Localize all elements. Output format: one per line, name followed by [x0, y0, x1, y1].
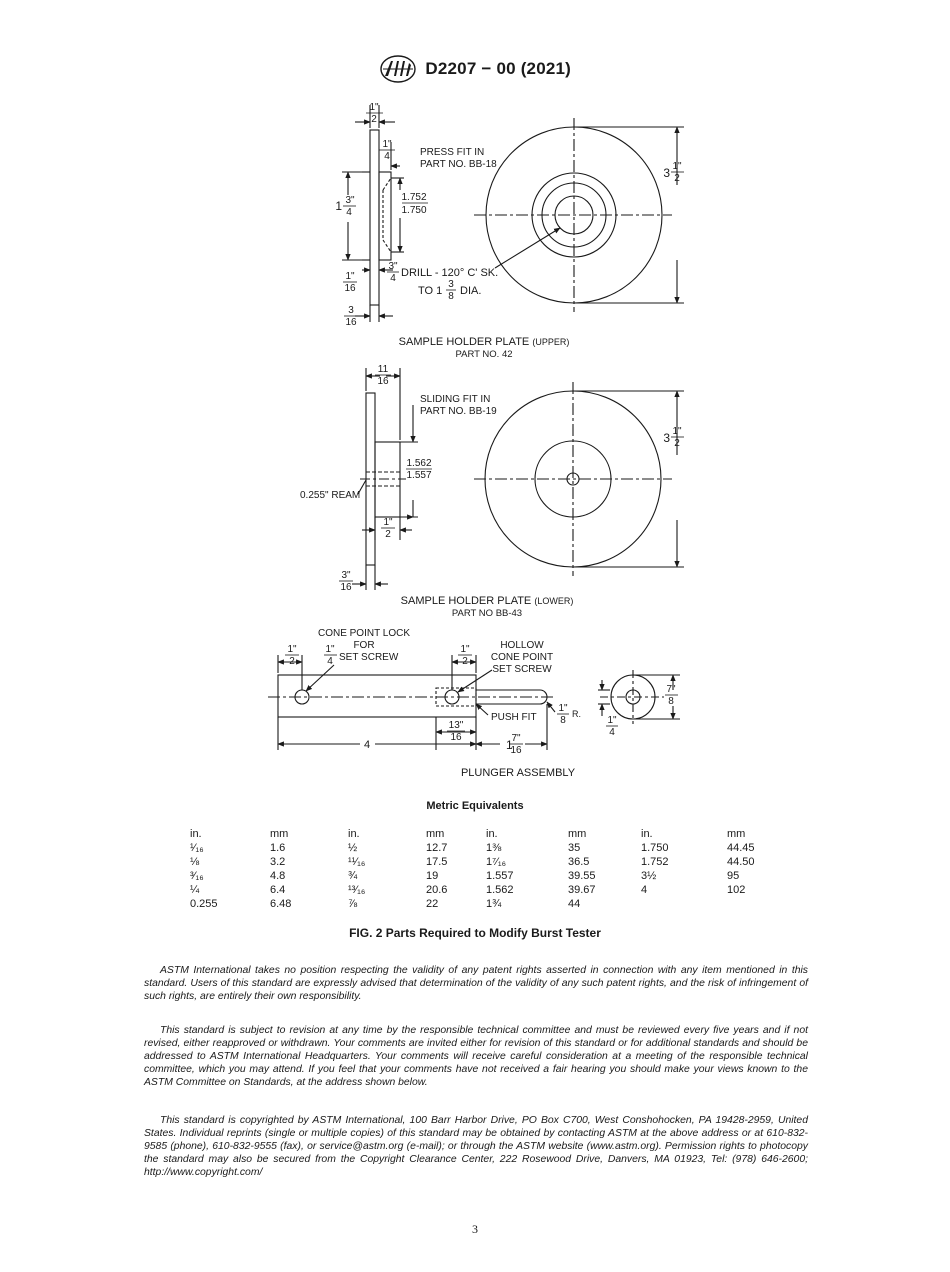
plunger-tip-num: 7"	[511, 733, 521, 744]
metric-header: in.	[190, 828, 202, 840]
lower-note-line1: SLIDING FIT IN	[420, 394, 491, 405]
metric-header: mm	[727, 828, 746, 840]
metric-header: mm	[426, 828, 445, 840]
plunger-hollow-line1: HOLLOW	[500, 640, 544, 651]
designation-title: D2207 − 00 (2021)	[425, 59, 572, 78]
plunger-end-hole-den: 4	[609, 727, 615, 738]
table-row	[190, 856, 767, 870]
upper-dia-den: 2	[674, 173, 680, 184]
lower-base-num: 3"	[341, 570, 351, 581]
table-cell: 44.50	[727, 856, 755, 868]
table-cell: 17.5	[426, 856, 448, 868]
metric-header: in.	[486, 828, 498, 840]
table-cell: 6.48	[270, 898, 292, 910]
upper-drill-line2-post: DIA.	[460, 285, 482, 297]
lower-half-den: 2	[385, 529, 391, 540]
table-cell: 44	[568, 898, 581, 910]
lower-plate-front-view	[474, 382, 684, 576]
upper-drill-line2-num: 3	[448, 279, 454, 290]
plunger-length: 4	[363, 739, 371, 751]
copyright-notice: This standard is copyrighted by ASTM International, 100 Barr Harbor Drive, PO Box C700, West Conshohocken, PA 19428-2959, United States. Individual reprints (single or multiple copies) of this standard may be obtained by contacting ASTM at the above address or at 610-832-9585 (phone), 610-832-9555 (fax), or service@astm.org (e-mail); or through the ASTM website (www.astm.org). Permission rights to photocopy the standard may also be secured from the Copyright Clearance Center, 222 Rosewood Drive, Danvers, MA 01923, Tel: (978) 646-2600; http://www.copyright.com/	[144, 1115, 808, 1178]
lower-top-den: 16	[377, 376, 389, 387]
table-row	[190, 898, 767, 912]
plunger-hollow-line3: SET SCREW	[492, 664, 552, 675]
table-cell: 4.8	[270, 870, 286, 882]
table-cell: 44.45	[727, 842, 755, 854]
plunger-radius-suffix: R.	[572, 709, 581, 719]
upper-small-num: 1"	[345, 271, 355, 282]
table-cell: 102	[727, 884, 746, 896]
plunger-left-num: 1"	[287, 644, 297, 655]
upper-height-num: 3"	[345, 195, 355, 206]
metric-table	[190, 828, 767, 912]
table-cell: 19	[426, 870, 439, 882]
upper-base-den: 16	[345, 317, 357, 328]
upper-small-den: 16	[344, 283, 356, 294]
upper-dim-top-den: 2	[371, 114, 377, 125]
plunger-mid-num: 1"	[460, 644, 470, 655]
plunger-13-num: 13"	[448, 720, 464, 731]
upper-plate-front-view	[474, 118, 684, 312]
plunger-lock-line1: CONE POINT LOCK	[317, 628, 411, 639]
lower-dia-den: 2	[674, 438, 680, 449]
table-row	[190, 870, 767, 884]
table-cell: ⅛	[190, 856, 200, 868]
plunger-push-fit: PUSH FIT	[491, 712, 537, 723]
table-cell: 12.7	[426, 842, 448, 854]
upper-dim-top: 1"	[369, 102, 379, 113]
upper-note-line1: PRESS FIT IN	[420, 147, 485, 158]
plunger-end-hole-num: 1"	[607, 715, 617, 726]
table-cell	[727, 898, 767, 912]
table-cell: 4	[641, 884, 648, 896]
upper-dia-num: 1"	[672, 161, 682, 172]
upper-dim-quarter-den: 4	[384, 151, 390, 162]
upper-dim-quarter: 1"	[382, 139, 392, 150]
upper-fit-bottom: 1.750	[401, 205, 427, 216]
upper-drill-num: 3"	[388, 261, 398, 272]
table-cell: 1¾	[486, 898, 502, 910]
table-cell: 20.6	[426, 884, 448, 896]
upper-dia-whole: 3	[663, 166, 670, 180]
table-cell: 0.255	[190, 898, 218, 910]
upper-part: PART NO. 42	[455, 349, 513, 360]
table-cell: ½	[348, 842, 358, 854]
table-cell: 36.5	[568, 856, 590, 868]
upper-base-num: 3	[348, 305, 354, 316]
revision-notice: This standard is subject to revision at any time by the responsible technical committee and must be reviewed every five years and if not revised, either reapproved or withdrawn. Your comments are invited either for revision of this standard or for additional standards and should be addressed to ASTM International Headquarters. Your comments will receive careful consideration at a meeting of the responsible technical committee, which you may attend. If you feel that your comments have not received a fair hearing you should make your views known to the ASTM Committee on Standards, at the address shown below.	[144, 1025, 808, 1088]
table-cell: 1.752	[641, 856, 669, 868]
lower-title: SAMPLE HOLDER PLATE (LOWER)	[400, 595, 574, 607]
table-cell: 1⅜	[486, 842, 502, 854]
lower-half-num: 1"	[383, 517, 393, 528]
table-cell: 35	[568, 842, 581, 854]
metric-header: mm	[270, 828, 289, 840]
table-cell: 39.67	[568, 884, 596, 896]
plunger-left-den: 2	[289, 656, 295, 667]
plunger-lock-den: 4	[327, 656, 333, 667]
table-cell: ¾	[348, 870, 358, 882]
table-row	[190, 884, 767, 898]
upper-height-den: 4	[346, 207, 352, 218]
table-cell: ¹³⁄₁₆	[348, 884, 366, 896]
metric-title: Metric Equivalents	[426, 800, 524, 812]
page-number: 3	[472, 1222, 478, 1236]
table-cell: ¹⁄₁₆	[190, 842, 204, 854]
table-cell: 39.55	[568, 870, 596, 882]
plunger-radius-den: 8	[560, 715, 566, 726]
table-cell: ¹¹⁄₁₆	[348, 856, 366, 868]
table-cell: ⅞	[348, 898, 358, 910]
plunger-lock-line2: FOR	[353, 640, 375, 651]
plunger-radius-num: 1"	[558, 703, 568, 714]
table-cell: ³⁄₁₆	[190, 870, 204, 882]
table-cell: 6.4	[270, 884, 286, 896]
table-cell: 1.562	[486, 884, 514, 896]
upper-drill-den: 4	[390, 273, 396, 284]
table-cell: 1.557	[486, 870, 514, 882]
upper-note-line2: PART NO. BB-18	[420, 159, 497, 170]
metric-header: mm	[568, 828, 587, 840]
lower-fit-top: 1.562	[406, 458, 432, 469]
table-cell: 3.2	[270, 856, 286, 868]
upper-drill-line2-den: 8	[448, 291, 454, 302]
lower-fit-bottom: 1.557	[406, 470, 432, 481]
patent-notice: ASTM International takes no position respecting the validity of any patent rights asserted in connection with any item mentioned in this standard. Users of this standard are expressly advised that determination of the validity of any such patent rights, and the risk of infringement of such rights, are entirely their own responsibility.	[144, 965, 808, 1002]
lower-note-line2: PART NO. BB-19	[420, 406, 497, 417]
metric-header-row	[190, 828, 767, 842]
metric-header: in.	[348, 828, 360, 840]
table-cell: 1⁷⁄₁₆	[486, 856, 507, 868]
table-cell	[641, 898, 727, 912]
lower-dia-whole: 3	[663, 431, 670, 445]
table-cell: 3½	[641, 870, 657, 882]
table-row	[190, 842, 767, 856]
table-cell: 22	[426, 898, 439, 910]
plunger-title: PLUNGER ASSEMBLY	[460, 767, 576, 779]
upper-title: SAMPLE HOLDER PLATE (UPPER)	[398, 336, 570, 348]
plunger-lock-num: 1"	[325, 644, 335, 655]
metric-header: in.	[641, 828, 653, 840]
plunger-lock-line3: SET SCREW	[339, 652, 399, 663]
plunger-end-dia-den: 8	[668, 696, 674, 707]
plunger-hollow-line2: CONE POINT	[490, 652, 554, 663]
plunger-mid-den: 2	[462, 656, 468, 667]
table-cell: ¼	[190, 884, 200, 896]
plunger-tip-whole: 1	[506, 738, 513, 752]
lower-top-num: 11	[377, 364, 389, 375]
plunger-end-dia-num: 7"	[666, 684, 676, 695]
table-cell: 1.6	[270, 842, 286, 854]
upper-height-whole: 1	[335, 199, 342, 213]
lower-base-den: 16	[340, 582, 352, 593]
plunger-13-den: 16	[450, 732, 462, 743]
upper-drill-line2-pre: TO 1	[418, 285, 443, 297]
upper-fit-top: 1.752	[401, 192, 427, 203]
table-cell: 1.750	[641, 842, 669, 854]
upper-drill-text: DRILL - 120° C' SK.	[401, 267, 499, 279]
figure-caption: FIG. 2 Parts Required to Modify Burst Tester	[349, 926, 601, 940]
table-cell: 95	[727, 870, 740, 882]
lower-dia-num: 1"	[672, 426, 682, 437]
lower-part: PART NO BB-43	[451, 608, 523, 619]
lower-ream: 0.255" REAM	[300, 490, 361, 501]
plunger-tip-den: 16	[510, 745, 522, 756]
